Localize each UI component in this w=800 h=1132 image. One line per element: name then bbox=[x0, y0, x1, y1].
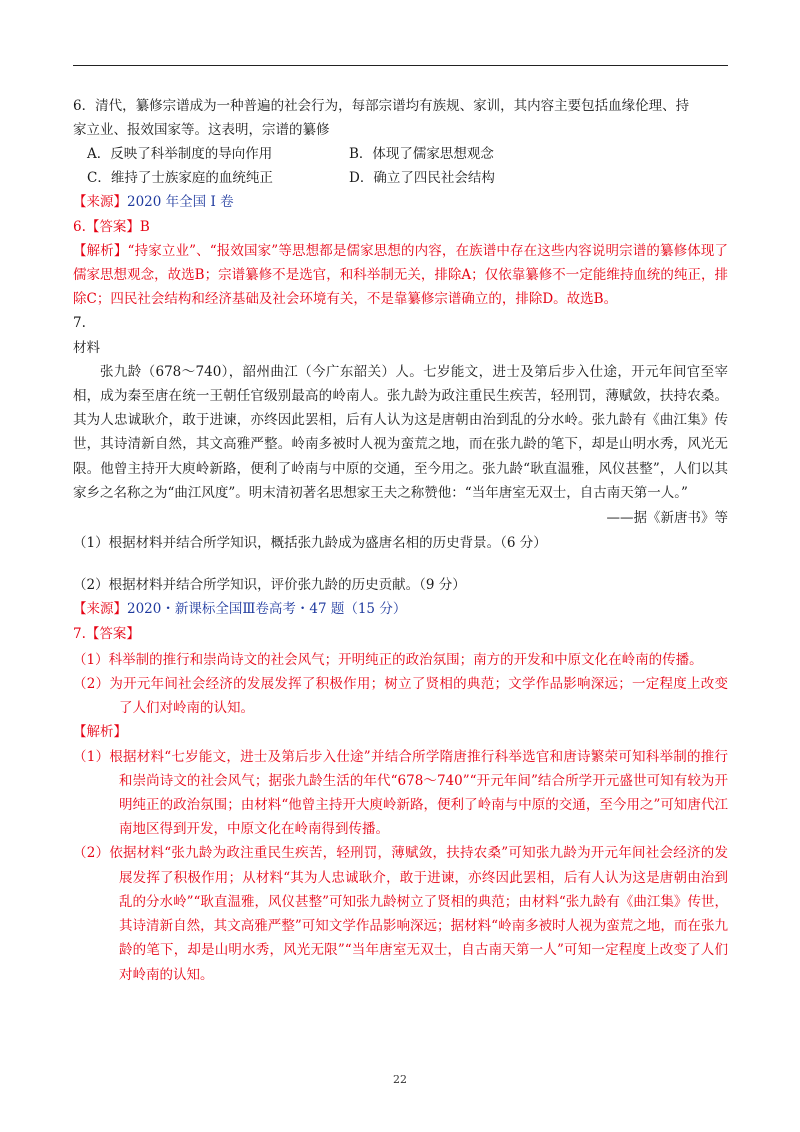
q7-analysis-2: （2）依据材料“张九龄为政注重民生疾苦，轻刑罚，薄赋敛，扶持农桑”可知张九龄为开元年间社会经济的发展发挥了积极作用；从材料“其为人忠诚耿介，敢于进谏，亦终因此罢相，后有人认为这是唐朝由治到乱的分水岭”“耿直温雅，风仪甚整”可知张九龄树立了贤相的典范；由材料“张九龄有《曲江集》传世，其诗清新自然，其文高雅严整”可知文学作品影响深远；据材料“岭南多被时人视为蛮荒之地，而在张九龄的笔下，却是山明水秀，风光无限”“当年唐室无双士，自古南天第一人”可知一定程度上改变了人们对岭南的认知。 bbox=[73, 845, 728, 983]
q6-source bbox=[73, 190, 728, 214]
q7-source bbox=[73, 597, 728, 621]
q7-sub1: （1）根据材料并结合所学知识，概括张九龄成为盛唐名相的历史背景。（6 分） bbox=[73, 535, 547, 552]
q6-analysis bbox=[73, 239, 728, 312]
q6-stem-line1: 6．清代，纂修宗谱成为一种普遍的社会行为，每部宗谱均有族规、家训，其内容主要包括血缘伦理、持 bbox=[73, 98, 690, 114]
q6-option-a: A．反映了科举制度的导向作用 bbox=[87, 146, 273, 163]
header-rule bbox=[73, 65, 728, 66]
q7-source-label: 【来源】 bbox=[73, 601, 127, 618]
q7-citation: ——据《新唐书》等 bbox=[606, 510, 728, 527]
page-content bbox=[73, 94, 728, 987]
page-number: 22 bbox=[393, 1073, 407, 1086]
q6-source-text: 2020 年全国 I 卷 bbox=[127, 194, 234, 211]
q6-option-b: B．体现了儒家思想观念 bbox=[349, 146, 494, 163]
q6-option-d: D．确立了四民社会结构 bbox=[349, 170, 495, 187]
q7-sub2: （2）根据材料并结合所学知识，评价张九龄的历史贡献。（9 分） bbox=[73, 577, 466, 594]
q6-stem-line2: 家立业、报效国家等。这表明，宗谱的纂修 bbox=[73, 122, 330, 139]
q7-material-text: 张九龄（678～740），韶州曲江（今广东韶关）人。七岁能文，进士及第后步入仕途，开元年间官至宰相，成为秦至唐在统一王朝任官级别最高的岭南人。张九龄为政注重民生疾苦，轻刑罚，薄赋敛，扶持农桑。其为人忠诚耿介，敢于进谏，亦终因此罢相，后有人认为这是唐朝由治到乱的分水岭。张九龄有《曲江集》传世，其诗清新自然，其文高雅严整。岭南多被时人视为蛮荒之地，而在张九龄的笔下，却是山明水秀，风光无限。他曾主持开大庾岭新路，便利了岭南与中原的交通，至今用之。张九龄“耿直温雅，风仪甚整”，人们以其家乡之名称之为“曲江风度”。明末清初著名思想家王夫之称赞他：“当年唐室无双士，自古南天第一人。” bbox=[73, 363, 728, 501]
q7-number: 7. bbox=[73, 315, 86, 332]
q7-analysis-1: （1）根据材料“七岁能文，进士及第后步入仕途”并结合所学隋唐推行科举选官和唐诗繁荣可知科举制的推行和崇尚诗文的社会风气；据张九龄生活的年代“678～740”“开元年间”结合所学开元盛世可知有较为开明纯正的政治氛围；由材料“他曾主持开大庾岭新路，便利了岭南与中原的交通，至今用之”可知唐代江南地区得到开发，中原文化在岭南得到传播。 bbox=[73, 748, 728, 838]
q6-source-label: 【来源】 bbox=[73, 194, 127, 211]
q7-answer-label: 7.【答案】 bbox=[73, 625, 140, 642]
q7-answer-1: （1）科举制的推行和崇尚诗文的社会风气；开明纯正的政治氛围；南方的开发和中原文化在岭南的传播。 bbox=[73, 651, 703, 668]
q7-source-text: 2020・新课标全国Ⅲ卷高考・47 题（15 分） bbox=[127, 601, 407, 618]
q6-options-row2 bbox=[87, 166, 728, 190]
q6-answer-label: 6.【答案】 bbox=[73, 218, 140, 235]
q6-answer bbox=[73, 215, 728, 239]
q6-analysis-text: “持家立业”、“报效国家”等思想都是儒家思想的内容，在族谱中存在这些内容说明宗谱的纂修体现了儒家思想观念，故选B；宗谱纂修不是选官，和科举制无关，排除A；仅依靠纂修不一定能维持血统的纯正，排除C；四民社会结构和经济基础及社会环境有关，不是靠纂修宗谱确立的，排除D。故选B。 bbox=[73, 242, 729, 308]
q7-material-label: 材料 bbox=[73, 339, 100, 356]
q6-answer-value: B bbox=[139, 218, 150, 235]
q6-options-row1 bbox=[87, 142, 728, 166]
q7-analysis-label: 【解析】 bbox=[73, 724, 127, 741]
q6-option-c: C．维持了士族家庭的血统纯正 bbox=[87, 170, 273, 187]
q6-analysis-label: 【解析】 bbox=[73, 242, 128, 259]
q7-answer-2: （2）为开元年间社会经济的发展发挥了积极作用；树立了贤相的典范；文学作品影响深远；一定程度上改变了人们对岭南的认知。 bbox=[73, 676, 728, 717]
